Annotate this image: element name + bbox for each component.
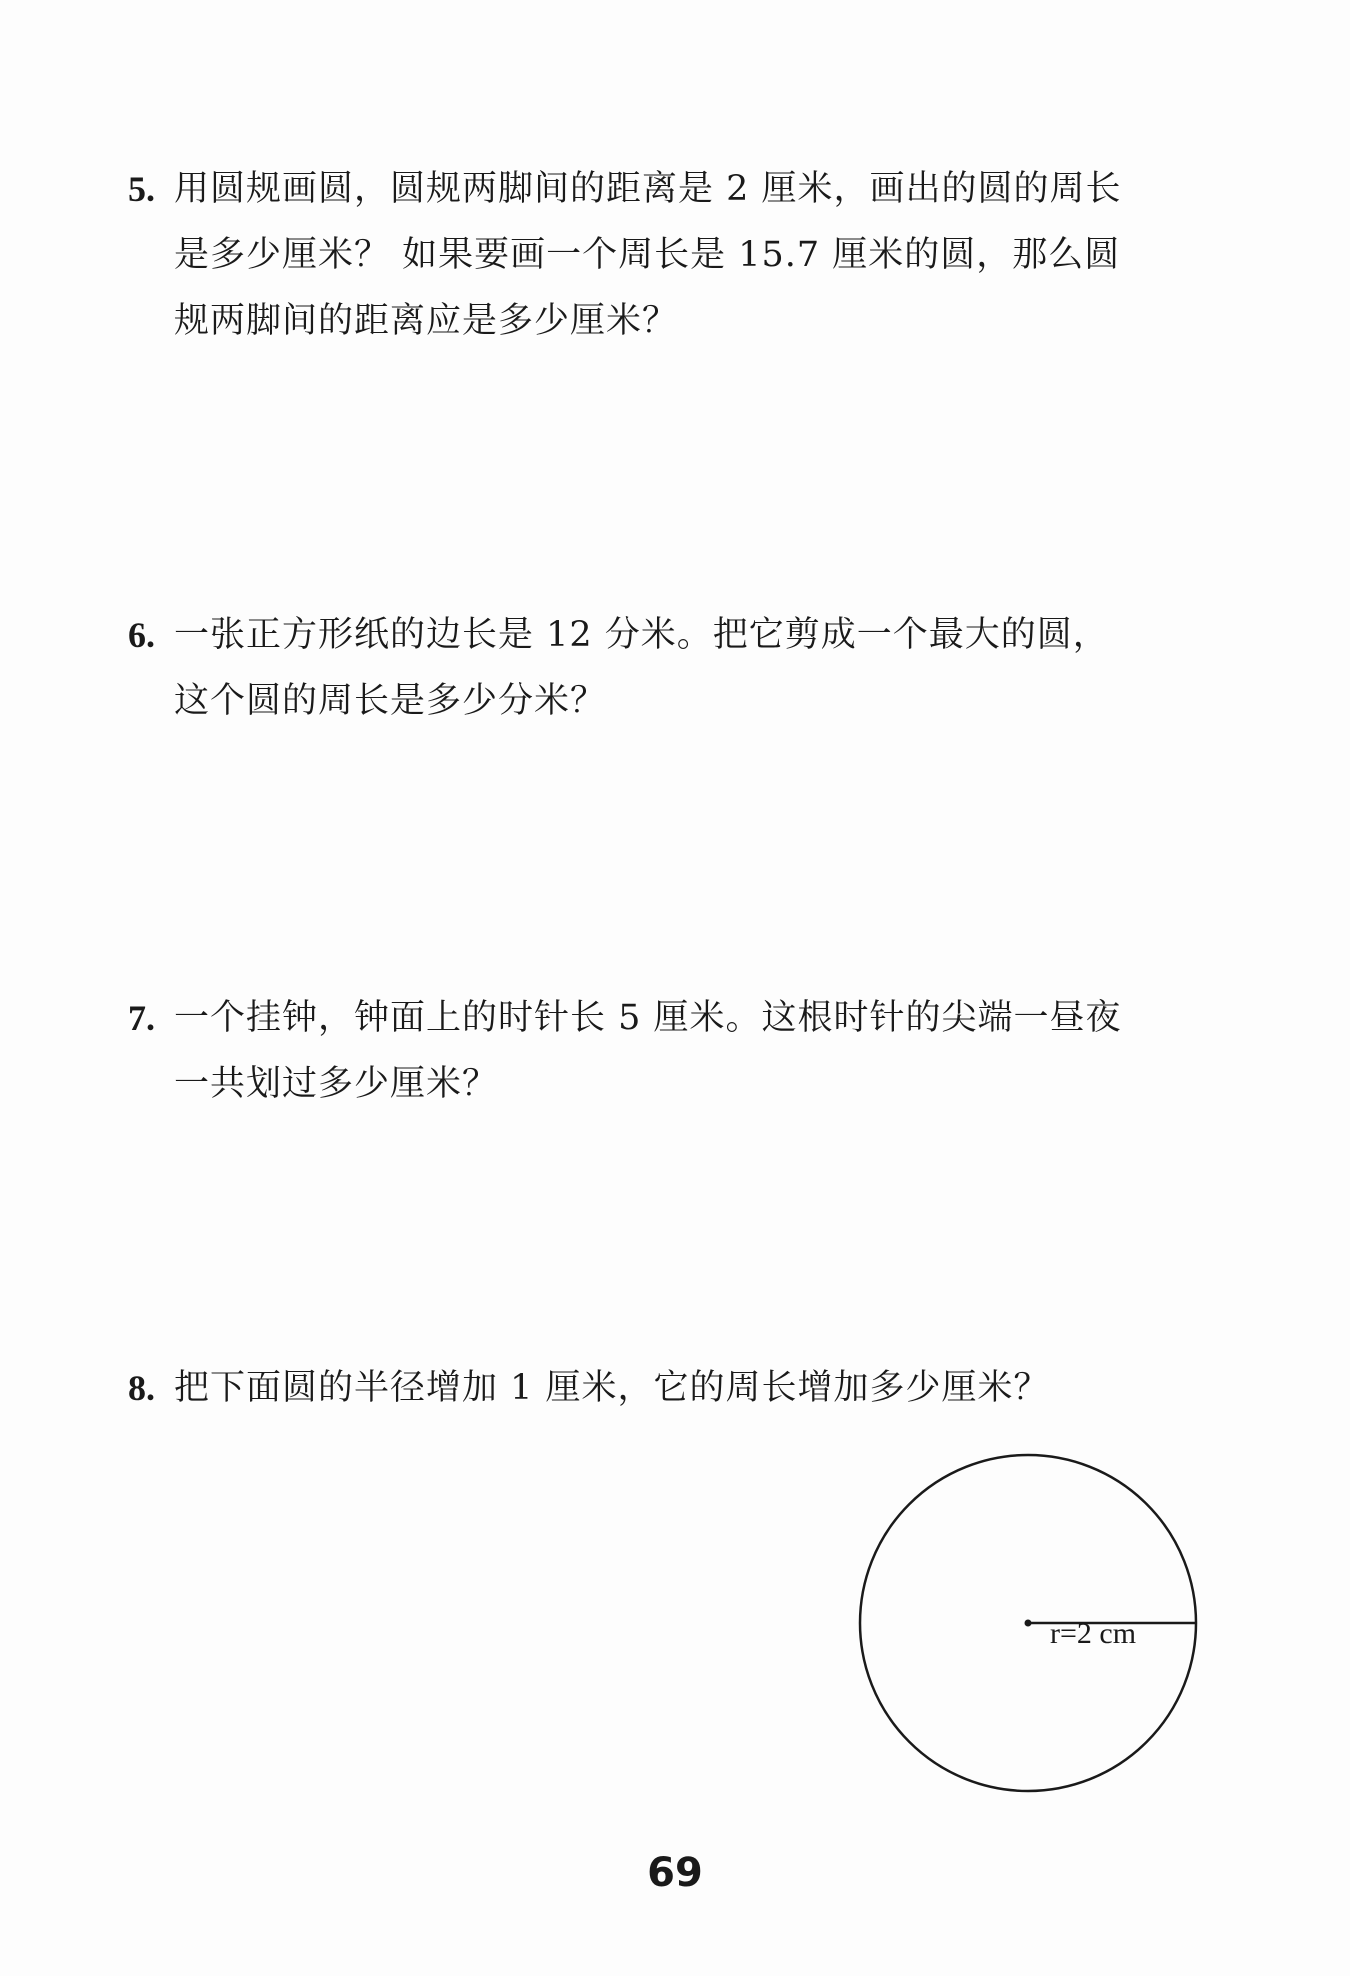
problem-line: 一个挂钟，钟面上的时针长 5 厘米。这根时针的尖端一昼夜	[174, 998, 1122, 1038]
problem-text	[174, 156, 1228, 354]
problem-text	[174, 602, 1228, 734]
circle-figure	[850, 1445, 1210, 1805]
problem-line: 一共划过多少厘米？	[174, 1064, 499, 1104]
problem-line: 一张正方形纸的边长是 12 分米。把它剪成一个最大的圆，	[174, 615, 1109, 655]
problem-line: 这个圆的周长是多少分米？	[174, 681, 607, 721]
problem-text	[174, 1355, 1228, 1421]
problem-line: 把下面圆的半径增加 1 厘米，它的周长增加多少厘米？	[174, 1368, 1050, 1408]
problem-5	[128, 156, 1228, 354]
problem-number: 5.	[128, 169, 155, 209]
problem-line: 规两脚间的距离应是多少厘米？	[174, 301, 679, 341]
problem-line: 用圆规画圆，圆规两脚间的距离是 2 厘米，画出的圆的周长	[174, 169, 1122, 209]
problem-number: 6.	[128, 615, 155, 655]
page-number: 69	[647, 1850, 703, 1896]
center-point	[1025, 1620, 1032, 1627]
problem-7	[128, 985, 1228, 1117]
problem-line: 是多少厘米？ 如果要画一个周长是 15.7 厘米的圆，那么圆	[174, 235, 1121, 275]
radius-label: r=2 cm	[1050, 1617, 1137, 1650]
circle-diagram	[850, 1445, 1210, 1805]
problem-8	[128, 1355, 1228, 1421]
problem-number: 8.	[128, 1368, 155, 1408]
problem-6	[128, 602, 1228, 734]
problem-number: 7.	[128, 998, 155, 1038]
problem-text	[174, 985, 1228, 1117]
